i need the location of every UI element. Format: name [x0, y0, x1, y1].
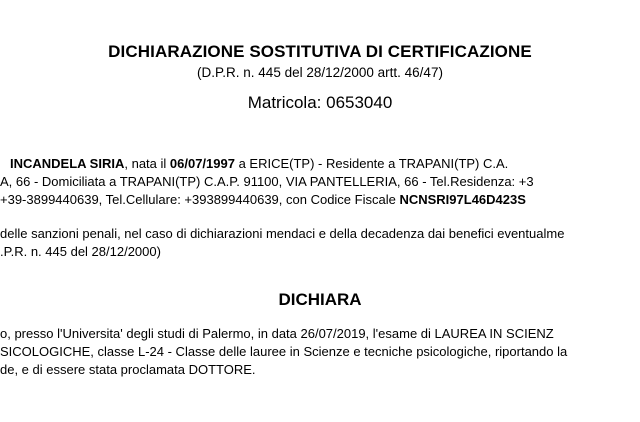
declarant-line-2: A, 66 - Domiciliata a TRAPANI(TP) C.A.P. 91100, VIA PANTELLERIA, 66 - Tel.Residenza: +3	[0, 174, 534, 189]
matricola-number: Matricola: 0653040	[247, 93, 393, 112]
document-subtitle: (D.P.R. n. 445 del 28/12/2000 artt. 46/47)	[197, 65, 443, 80]
contact-text: +39-3899440639, Tel.Cellulare: +393899440639, con Codice Fiscale	[0, 192, 400, 207]
penalty-line-2: .P.R. n. 445 del 28/12/2000)	[0, 244, 161, 259]
declarant-line-1	[10, 156, 508, 171]
declaration-line-3: de, e di essere stata proclamata DOTTORE.	[0, 362, 256, 377]
fiscal-code: NCNSRI97L46D423S	[399, 192, 526, 207]
birth-date: 06/07/1997	[169, 156, 235, 171]
dichiara-heading: DICHIARA	[278, 290, 362, 309]
declarant-text-a: , nata il	[124, 156, 170, 171]
declaration-line-2: SICOLOGICHE, classe L-24 - Classe delle lauree in Scienze e tecniche psicologiche, riportando la	[0, 344, 568, 359]
declarant-name: INCANDELA SIRIA	[10, 156, 125, 171]
penalty-line-1: delle sanzioni penali, nel caso di dichiarazioni mendaci e della decadenza dai benefici eventualme	[0, 226, 565, 241]
document-title: DICHIARAZIONE SOSTITUTIVA DI CERTIFICAZIONE	[108, 42, 532, 61]
declaration-line-1: o, presso l'Universita' degli studi di Palermo, in data 26/07/2019, l'esame di LAUREA IN SCIENZ	[0, 326, 554, 341]
declarant-line-3	[0, 192, 526, 207]
declarant-text-b: a ERICE(TP) - Residente a TRAPANI(TP) C.A.	[234, 156, 509, 171]
